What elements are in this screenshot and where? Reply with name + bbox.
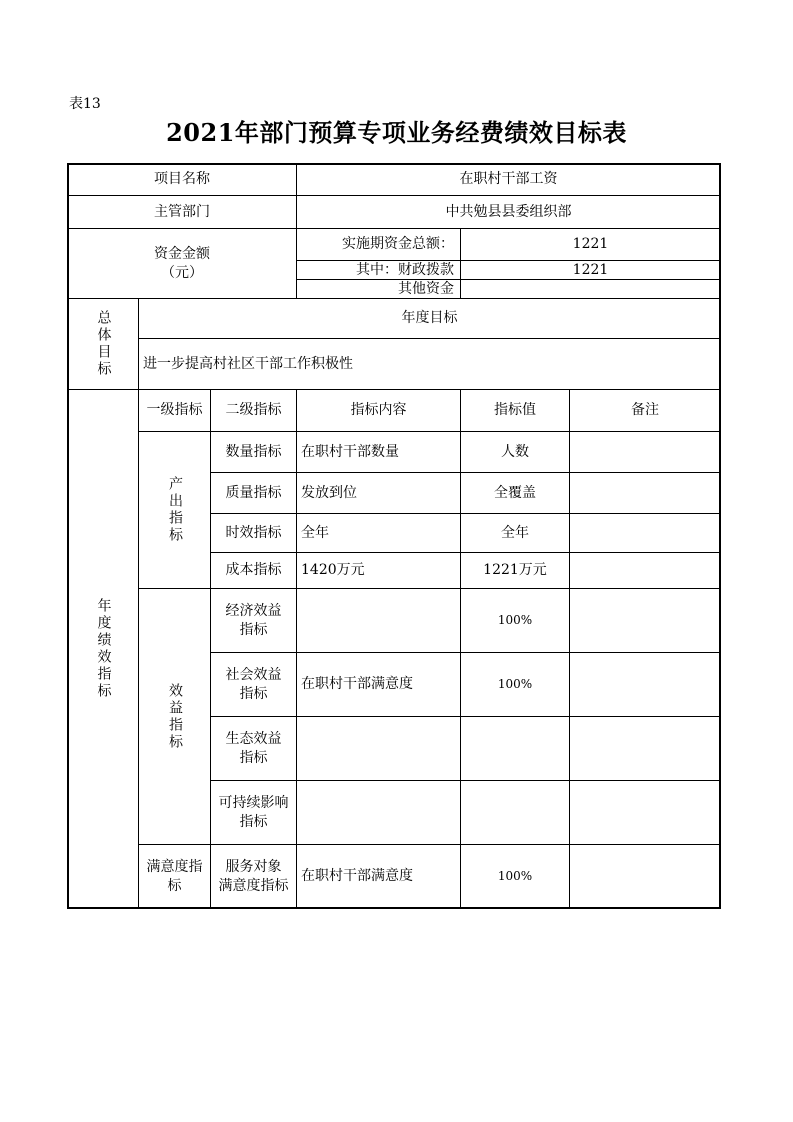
header-value: 指标值 bbox=[460, 389, 570, 432]
benefit-indicators-label: 效益指标 bbox=[138, 588, 211, 845]
benefit-remark bbox=[569, 652, 721, 717]
funds-other-label: 其他资金 bbox=[296, 279, 461, 299]
annual-goal-text: 进一步提高村社区干部工作积极性 bbox=[138, 338, 721, 390]
output-level2: 质量指标 bbox=[210, 472, 297, 514]
department-label: 主管部门 bbox=[67, 195, 297, 229]
benefit-content bbox=[296, 780, 461, 845]
satisfaction-remark bbox=[569, 844, 721, 909]
overall-goal-label: 总体目标 bbox=[67, 298, 139, 390]
benefit-remark bbox=[569, 588, 721, 653]
output-remark bbox=[569, 472, 721, 514]
output-content: 全年 bbox=[296, 513, 461, 553]
satisfaction-indicators-label: 满意度指标 bbox=[138, 844, 211, 909]
benefit-level2: 生态效益 指标 bbox=[210, 716, 297, 781]
output-content: 在职村干部数量 bbox=[296, 431, 461, 473]
output-remark bbox=[569, 552, 721, 589]
benefit-content: 在职村干部满意度 bbox=[296, 652, 461, 717]
output-value: 人数 bbox=[460, 431, 570, 473]
project-name-label: 项目名称 bbox=[67, 163, 297, 196]
benefit-level2: 经济效益 指标 bbox=[210, 588, 297, 653]
page-title: 2021年部门预算专项业务经费绩效目标表 bbox=[166, 118, 627, 147]
benefit-level2: 可持续影响 指标 bbox=[210, 780, 297, 845]
output-value: 1221万元 bbox=[460, 552, 570, 589]
benefit-level2: 社会效益 指标 bbox=[210, 652, 297, 717]
header-remark: 备注 bbox=[569, 389, 721, 432]
output-remark bbox=[569, 431, 721, 473]
output-level2: 时效指标 bbox=[210, 513, 297, 553]
output-remark bbox=[569, 513, 721, 553]
funds-fiscal-label: 其中：财政拨款 bbox=[296, 260, 461, 280]
department-value: 中共勉县县委组织部 bbox=[296, 195, 721, 229]
benefit-value: 100% bbox=[460, 652, 570, 717]
project-name-value: 在职村干部工资 bbox=[296, 163, 721, 196]
satisfaction-value: 100% bbox=[460, 844, 570, 909]
benefit-value bbox=[460, 716, 570, 781]
benefit-remark bbox=[569, 716, 721, 781]
satisfaction-content: 在职村干部满意度 bbox=[296, 844, 461, 909]
annual-indicators-label: 年度绩效指标 bbox=[67, 389, 139, 909]
output-indicators-label: 产出指标 bbox=[138, 431, 211, 589]
funds-other-value bbox=[460, 279, 721, 299]
benefit-content bbox=[296, 588, 461, 653]
table-code: 表13 bbox=[69, 96, 101, 112]
output-value: 全年 bbox=[460, 513, 570, 553]
output-value: 全覆盖 bbox=[460, 472, 570, 514]
benefit-value bbox=[460, 780, 570, 845]
funds-label: 资金金额 （元） bbox=[67, 228, 297, 299]
funds-fiscal-value: 1221 bbox=[460, 260, 721, 280]
output-level2: 数量指标 bbox=[210, 431, 297, 473]
benefit-value: 100% bbox=[460, 588, 570, 653]
output-content: 1420万元 bbox=[296, 552, 461, 589]
benefit-content bbox=[296, 716, 461, 781]
funds-total-label: 实施期资金总额： bbox=[296, 228, 461, 261]
header-content: 指标内容 bbox=[296, 389, 461, 432]
output-level2: 成本指标 bbox=[210, 552, 297, 589]
header-level1: 一级指标 bbox=[138, 389, 211, 432]
header-level2: 二级指标 bbox=[210, 389, 297, 432]
benefit-remark bbox=[569, 780, 721, 845]
funds-total-value: 1221 bbox=[460, 228, 721, 261]
annual-goal-header: 年度目标 bbox=[138, 298, 721, 339]
output-content: 发放到位 bbox=[296, 472, 461, 514]
satisfaction-level2: 服务对象 满意度指标 bbox=[210, 844, 297, 909]
